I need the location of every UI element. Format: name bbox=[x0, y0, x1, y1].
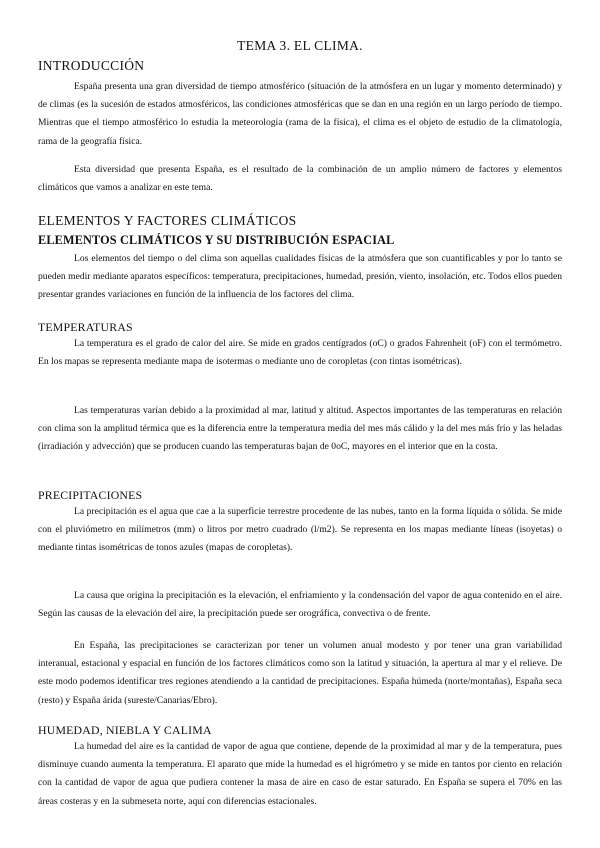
intro-paragraph-1: España presenta una gran diversidad de tiempo atmosférico (situación de la atmósfera en un lugar y momento determinado) y de climas (es la sucesión de estados atmosféricos, las condiciones atmosféricas que se dan en una región en un largo período de tiempo. Mientras que el tiempo atmosférico lo estudia la meteorología (rama de la física), el clima es el objeto de estudio de la climatología, rama de la geografía física. bbox=[38, 81, 562, 147]
precipitaciones-paragraph-2: La causa que origina la precipitación es la elevación, el enfriamiento y la condensación del vapor de agua contenido en el aire. Según las causas de la elevación del aire, la precipitación puede ser orográfica, convectiva o de frente. bbox=[38, 590, 562, 620]
elementos-paragraph-1: Los elementos del tiempo o del clima son aquellas cualidades físicas de la atmósfera que son cuantificables y por lo tanto se pueden medir mediante aparatos específicos: temperatura, precipitaciones, humedad, presión, viento, insolación, etc. Todos ellos pueden presentar grandes variaciones en función de la influencia de los factores del clima. bbox=[38, 253, 562, 301]
precipitaciones-paragraph-3: En España, las precipitaciones se caracterizan por tener un volumen anual modesto y por tener una gran variabilidad interanual, estacional y espacial en función de los factores climáticos como son la latitud y situación, la apertura al mar y el relieve. De este modo podemos identificar tres regiones atendiendo a la cantidad de precipitaciones. España húmeda (norte/montañas), España seca (resto) y España árida (sureste/Canarias/Ebro). bbox=[38, 640, 562, 706]
heading-introduccion: INTRODUCCIÓN bbox=[38, 58, 145, 73]
intro-paragraph-2: Esta diversidad que presenta España, es el resultado de la combinación de un amplio número de factores y elementos climáticos que vamos a analizar en este tema. bbox=[38, 164, 562, 194]
temperaturas-paragraph-2: Las temperaturas varían debido a la proximidad al mar, latitud y altitud. Aspectos importantes de las temperaturas en relación con clima son la amplitud térmica que es la diferencia entre la temperatura media del mes más cálido y la del mes más frío y las heladas (irradiación y advección) que se producen cuando las temperaturas bajan de 0oC, mayores en el interior que en la costa. bbox=[38, 405, 562, 453]
precipitaciones-paragraph-1: La precipitación es el agua que cae a la superficie terrestre procedente de las nubes, tanto en la forma líquida o sólida. Se mide con el pluviómetro en milímetros (mm) o litros por metro cuadrado (l/m2). Se representa en los mapas mediante líneas (isoyetas) o mediante tintas isométricas de tonos azules (mapas de coropletas). bbox=[38, 506, 562, 554]
heading-temperaturas: TEMPERATURAS bbox=[38, 320, 133, 334]
subheading-elementos-climaticos: ELEMENTOS CLIMÁTICOS Y SU DISTRIBUCIÓN ESPACIAL bbox=[38, 233, 395, 247]
humedad-paragraph-1: La humedad del aire es la cantidad de vapor de agua que contiene, depende de la proximidad al mar y de la temperatura, pues disminuye cuando aumenta la temperatura. El aparato que mide la humedad es el higrómetro y se mide en tantos por ciento en relación con la cantidad de vapor de agua que pudiera contener la masa de aire en caso de estar saturado. En España se supera el 70% en las áreas costeras y en la submeseta norte, aquí con diferencias estacionales. bbox=[38, 741, 562, 807]
heading-precipitaciones: PRECIPITACIONES bbox=[38, 488, 143, 502]
temperaturas-paragraph-1: La temperatura es el grado de calor del aire. Se mide en grados centígrados (oC) o grados Fahrenheit (oF) con el termómetro. En los mapas se representa mediante mapa de isotermas o mediante uno de coropletas (con tintas isométricas). bbox=[38, 338, 562, 368]
heading-elementos-factores: ELEMENTOS Y FACTORES CLIMÁTICOS bbox=[38, 213, 297, 228]
heading-humedad: HUMEDAD, NIEBLA Y CALIMA bbox=[38, 723, 212, 737]
document-title: TEMA 3. EL CLIMA. bbox=[237, 38, 363, 53]
